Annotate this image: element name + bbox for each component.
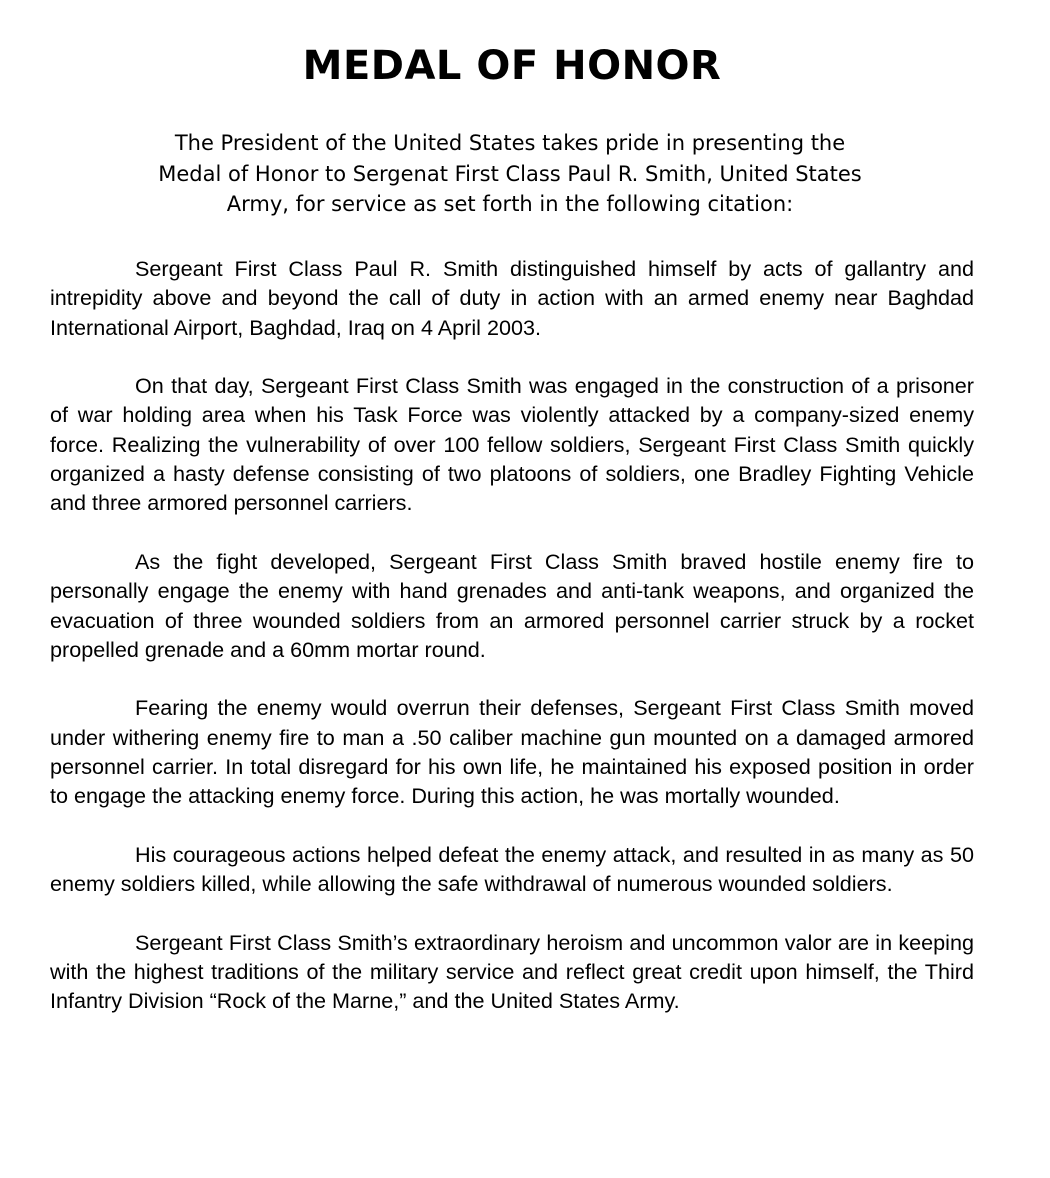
- citation-body: [50, 254, 974, 1016]
- intro-line: Medal of Honor to Sergenat First Class Paul R. Smith, United States: [158, 161, 862, 186]
- citation-paragraph: Sergeant First Class Smith’s extraordinary heroism and uncommon valor are in keeping with the highest traditions of the military service and reflect great credit upon himself, the Third Infantry Division “Rock of the Marne,” and the United States Army.: [50, 929, 974, 1014]
- intro-line: Army, for service as set forth in the following citation:: [226, 192, 794, 216]
- citation-paragraph: As the fight developed, Sergeant First Class Smith braved hostile enemy fire to personally engage the enemy with hand grenades and anti-tank weapons, and organized the evacuation of three wounded soldiers from an armored personnel carrier struck by a rocket propelled grenade and a 60mm mortar round.: [50, 548, 974, 662]
- intro-line: The President of the United States takes pride in presenting the: [174, 131, 846, 155]
- document-title: MEDAL OF HONOR: [302, 43, 722, 89]
- intro-statement: [120, 128, 900, 220]
- citation-paragraph: On that day, Sergeant First Class Smith was engaged in the construction of a prisoner of war holding area when his Task Force was violently attacked by a company-sized enemy force. Realizing the vulnerability of over 100 fellow soldiers, Sergeant First Class Smith quickly organized a hasty defense consisting of two platoons of soldiers, one Bradley Fighting Vehicle and three armored personnel carriers.: [50, 373, 974, 516]
- citation-paragraph: Fearing the enemy would overrun their defenses, Sergeant First Class Smith moved under withering enemy fire to man a .50 caliber machine gun mounted on a damaged armored personnel carrier. In total disregard for his own life, he maintained his exposed position in order to engage the attacking enemy force. During this action, he was mortally wounded.: [50, 695, 974, 809]
- citation-paragraph: Sergeant First Class Paul R. Smith distinguished himself by acts of gallantry and intrepidity above and beyond the call of duty in action with an armed enemy near Baghdad International Airport, Baghdad, Iraq on 4 April 2003.: [50, 256, 974, 340]
- citation-paragraph: His courageous actions helped defeat the enemy attack, and resulted in as many as 50 enemy soldiers killed, while allowing the safe withdrawal of numerous wounded soldiers.: [50, 841, 974, 897]
